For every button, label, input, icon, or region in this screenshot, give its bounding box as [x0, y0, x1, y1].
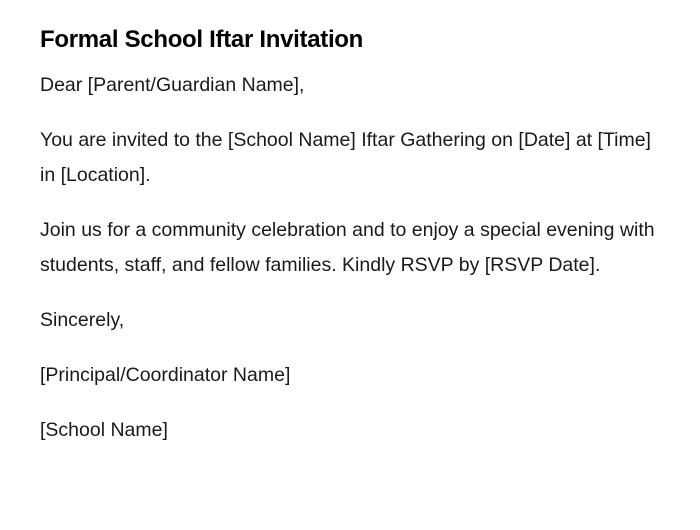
- signature-school: [School Name]: [40, 419, 168, 441]
- invitation-paragraph: You are invited to the [School Name] Iftar Gathering on [Date] at [Time] in [Location].: [40, 129, 651, 186]
- document-title: Formal School Iftar Invitation: [40, 26, 364, 53]
- details-paragraph: Join us for a community celebration and to enjoy a special evening with students, staff, and fellow families. Kindly RSVP by [RSVP Date].: [40, 219, 655, 276]
- greeting-line: Dear [Parent/Guardian Name],: [40, 74, 305, 96]
- signature-name: [Principal/Coordinator Name]: [40, 364, 291, 386]
- closing-line: Sincerely,: [40, 309, 125, 331]
